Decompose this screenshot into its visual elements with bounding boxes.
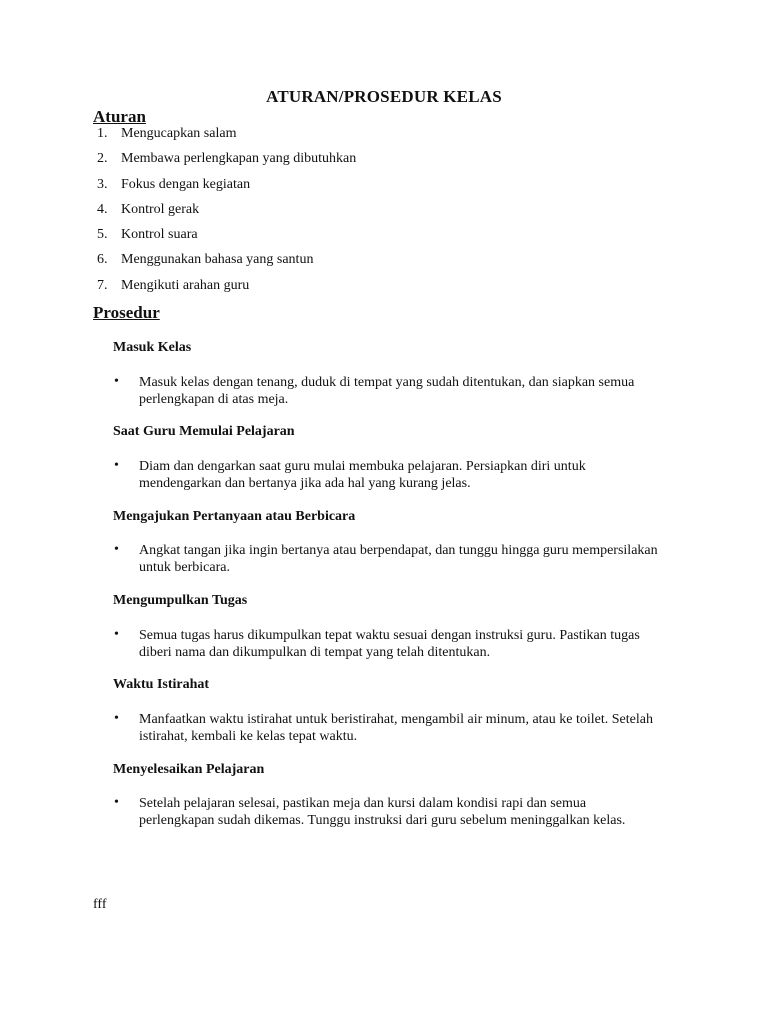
rule-item: [0, 227, 600, 247]
section-title: Mengajukan Pertanyaan atau Berbicara: [113, 509, 356, 524]
rule-item: [0, 252, 600, 272]
rule-number: 5.: [97, 227, 108, 242]
section-text: Setelah pelajaran selesai, pastikan meja dan kursi dalam kondisi rapi dan semua perlengkapan sudah dikemas. Tunggu instruksi dari guru sebelum meninggalkan kelas.: [139, 796, 626, 828]
section-text: Manfaatkan waktu istirahat untuk beristirahat, mengambil air minum, atau ke toilet. Setelah istirahat, kembali ke kelas tepat waktu.: [139, 712, 653, 744]
bullet-icon: •: [114, 627, 119, 642]
section-text: Diam dan dengarkan saat guru mulai membuka pelajaran. Persiapkan diri untuk mendengarkan dan bertanya jika ada hal yang kurang jelas.: [139, 459, 586, 491]
section-title: Waktu Istirahat: [113, 677, 210, 692]
rule-number: 7.: [97, 278, 108, 293]
bullet-icon: •: [114, 542, 119, 557]
rule-number: 2.: [97, 151, 108, 166]
section-title: Mengumpulkan Tugas: [113, 593, 248, 608]
rule-item: [0, 151, 600, 171]
bullet-icon: •: [114, 795, 119, 810]
rule-text: Fokus dengan kegiatan: [121, 177, 251, 192]
section-title: Menyelesaikan Pelajaran: [113, 762, 265, 777]
rule-number: 1.: [97, 126, 108, 141]
document-title: ATURAN/PROSEDUR KELAS: [266, 87, 502, 106]
footer-text: fff: [93, 897, 107, 912]
rule-number: 6.: [97, 252, 108, 267]
section-text: Angkat tangan jika ingin bertanya atau berpendapat, dan tunggu hingga guru mempersilakan untuk berbicara.: [139, 543, 658, 575]
aturan-heading: Aturan: [93, 107, 146, 126]
rule-text: Membawa perlengkapan yang dibutuhkan: [121, 151, 357, 166]
rule-item: [0, 177, 600, 197]
rule-number: 3.: [97, 177, 108, 192]
rule-text: Kontrol suara: [121, 227, 198, 242]
section-text: Masuk kelas dengan tenang, duduk di tempat yang sudah ditentukan, dan siapkan semua perlengkapan di atas meja.: [139, 375, 635, 407]
bullet-icon: •: [114, 458, 119, 473]
rule-number: 4.: [97, 202, 108, 217]
rule-item: [0, 202, 600, 222]
rule-text: Mengikuti arahan guru: [121, 278, 250, 293]
section-title: Saat Guru Memulai Pelajaran: [113, 424, 295, 439]
rule-text: Mengucapkan salam: [121, 126, 237, 141]
prosedur-heading: Prosedur: [93, 303, 160, 322]
rule-item: [0, 126, 600, 146]
rule-text: Kontrol gerak: [121, 202, 200, 217]
rule-item: [0, 278, 600, 298]
section-title: Masuk Kelas: [113, 340, 192, 355]
bullet-icon: •: [114, 711, 119, 726]
rule-text: Menggunakan bahasa yang santun: [121, 252, 314, 267]
section-text: Semua tugas harus dikumpulkan tepat waktu sesuai dengan instruksi guru. Pastikan tugas diberi nama dan dikumpulkan di tempat yang telah ditentukan.: [139, 628, 640, 660]
bullet-icon: •: [114, 374, 119, 389]
